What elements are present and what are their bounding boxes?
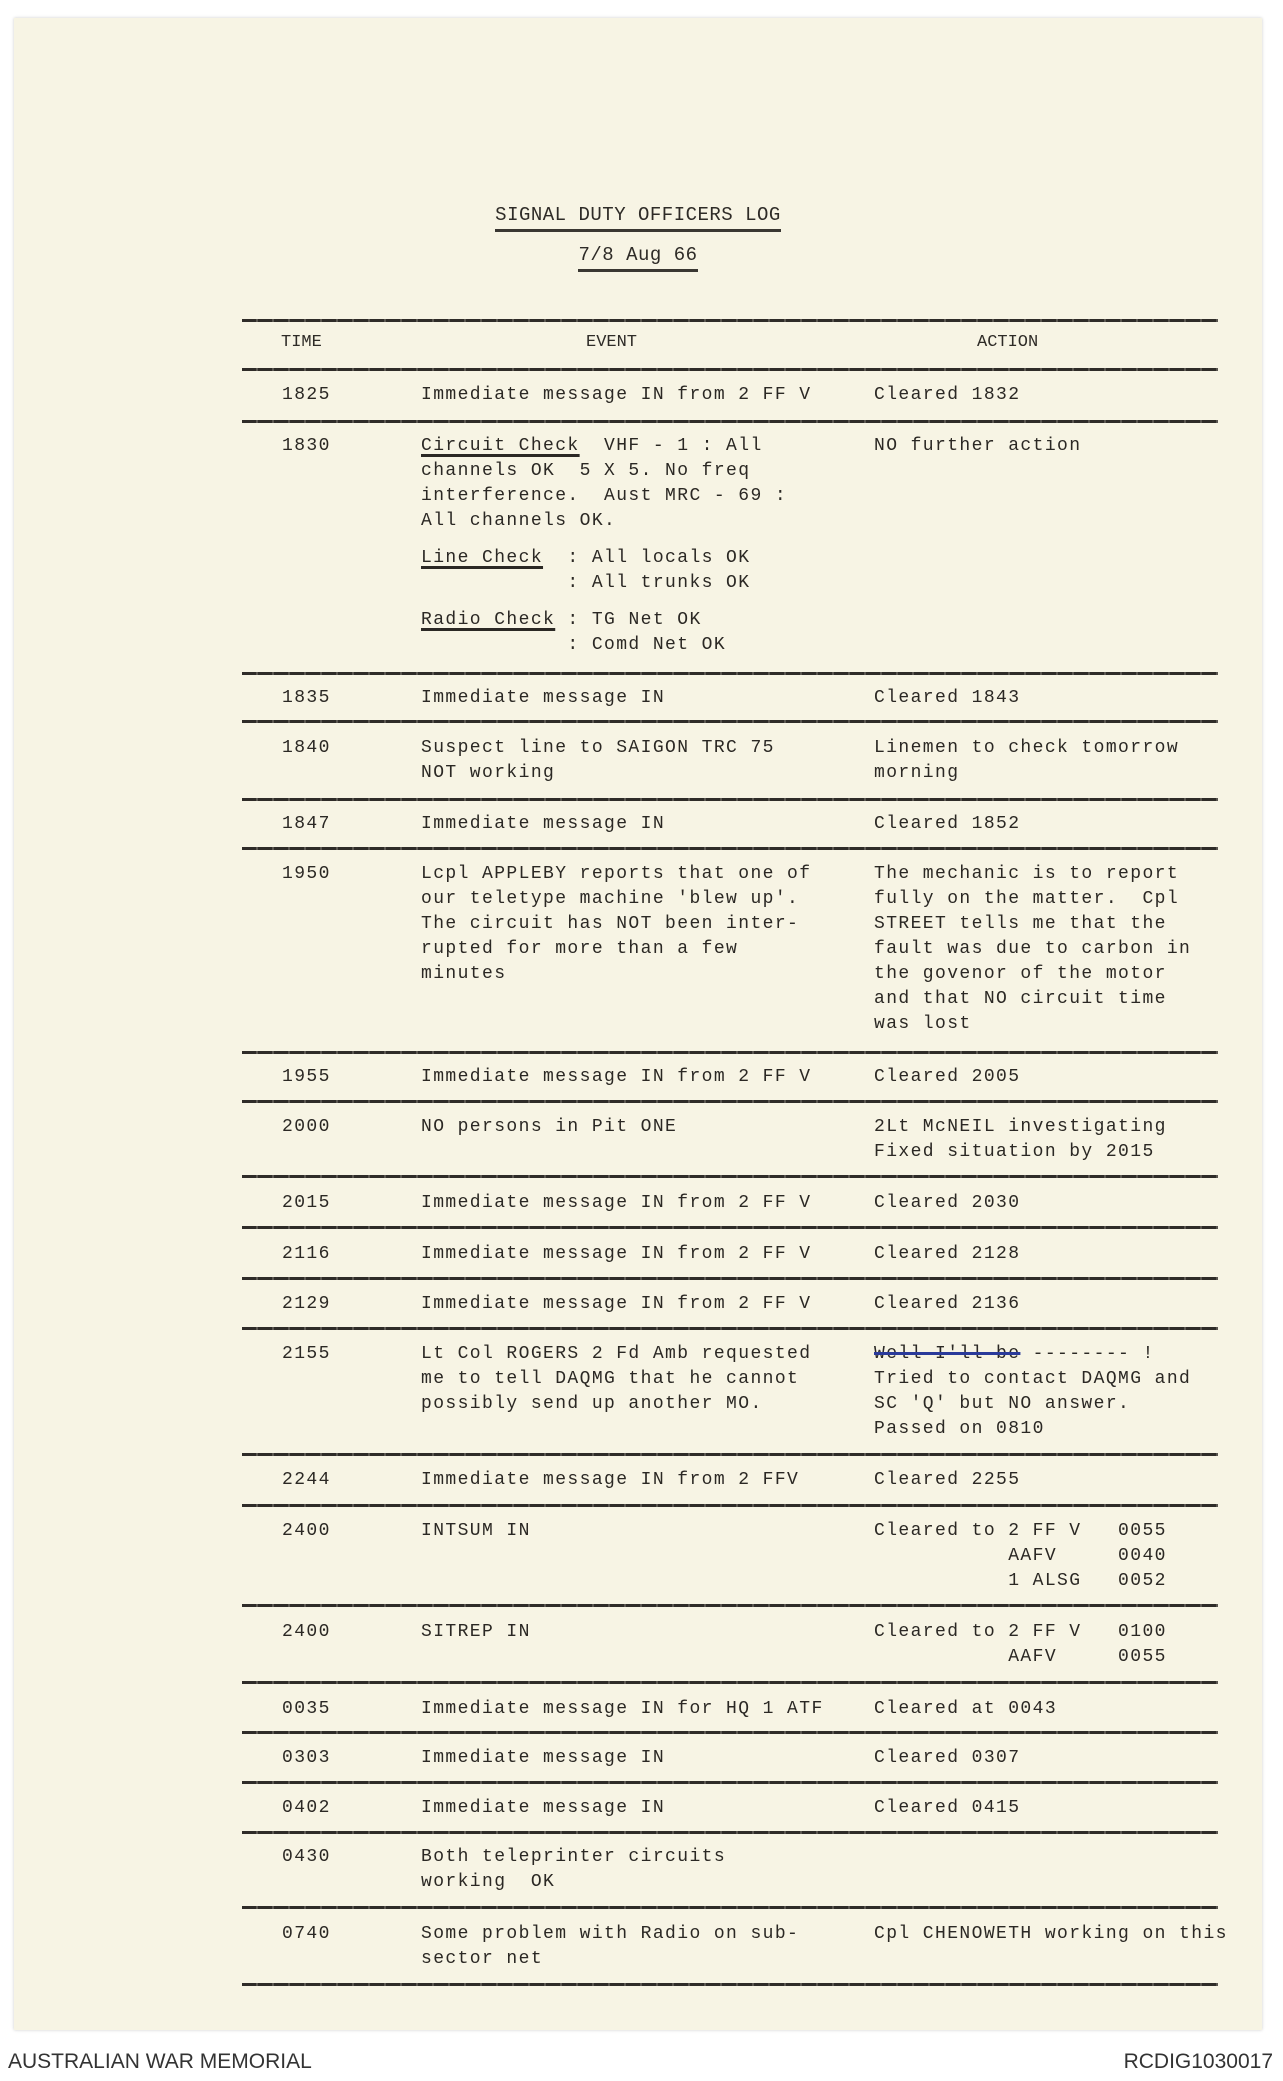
log-action xyxy=(874,862,1191,1037)
text-line xyxy=(421,434,787,459)
text-line: The circuit has NOT been inter- xyxy=(421,914,800,934)
rule xyxy=(242,1453,1218,1456)
text-line: Lt Col ROGERS 2 Fd Amb requested xyxy=(421,1344,812,1364)
text-line xyxy=(421,546,787,571)
struck-text: Well I'll be xyxy=(874,1344,1021,1364)
text-line: Immediate message IN from 2 FF V xyxy=(421,385,812,405)
text-line: Cleared 1852 xyxy=(874,814,1021,834)
footer-id: RCDIG1030017 xyxy=(1123,2050,1273,2073)
title-text: SIGNAL DUTY OFFICERS LOG xyxy=(495,204,781,232)
text-line: Cleared to 2 FF V 0100 xyxy=(874,1622,1167,1642)
log-action xyxy=(874,1796,1020,1821)
log-time: 0303 xyxy=(282,1748,331,1768)
text-line: and that NO circuit time xyxy=(874,989,1167,1009)
text-line: 2Lt McNEIL investigating xyxy=(874,1117,1167,1137)
text-line: Cleared 2128 xyxy=(874,1244,1021,1264)
text-line: working OK xyxy=(421,1872,556,1892)
rule xyxy=(242,1681,1218,1684)
header-action: ACTION xyxy=(977,333,1039,352)
text-line: Immediate message IN from 2 FF V xyxy=(421,1294,812,1314)
text-line: Cleared 0307 xyxy=(874,1748,1021,1768)
log-event xyxy=(421,1242,811,1267)
document-date xyxy=(14,244,1262,266)
rule xyxy=(242,1277,1218,1280)
underlined-label: Radio Check xyxy=(421,610,556,630)
log-event xyxy=(421,686,665,711)
text-line xyxy=(421,608,787,633)
rule xyxy=(242,1504,1218,1507)
log-time: 1835 xyxy=(282,688,331,708)
text-line: : All trunks OK xyxy=(421,573,751,593)
log-time: 2155 xyxy=(282,1344,331,1364)
text-line: NOT working xyxy=(421,763,556,783)
log-action xyxy=(874,1191,1020,1216)
rule xyxy=(242,368,1218,371)
log-time: 1950 xyxy=(282,864,331,884)
text-line: our teletype machine 'blew up'. xyxy=(421,889,800,909)
text-line: Cleared 1832 xyxy=(874,385,1021,405)
log-action xyxy=(874,1242,1020,1267)
text-line: Suspect line to SAIGON TRC 75 xyxy=(421,738,775,758)
text: VHF - 1 : All xyxy=(579,436,763,456)
text-line: possibly send up another MO. xyxy=(421,1394,763,1414)
log-time: 0430 xyxy=(282,1847,331,1867)
log-action xyxy=(874,1697,1057,1722)
rule xyxy=(242,1604,1218,1607)
log-action xyxy=(874,1746,1020,1771)
log-time: 2015 xyxy=(282,1193,331,1213)
text-line: was lost xyxy=(874,1014,972,1034)
rule xyxy=(242,319,1218,322)
text-line: AAFV 0055 xyxy=(874,1647,1167,1667)
text-line: All channels OK. xyxy=(421,511,617,531)
log-action xyxy=(874,812,1020,837)
log-event xyxy=(421,1115,677,1140)
log-time: 1955 xyxy=(282,1067,331,1087)
log-event xyxy=(421,1468,799,1493)
log-event xyxy=(421,1065,811,1090)
text-line: morning xyxy=(874,763,960,783)
text-line: Immediate message IN for HQ 1 ATF xyxy=(421,1699,824,1719)
log-event xyxy=(421,862,811,987)
rule xyxy=(242,847,1218,850)
rule xyxy=(242,798,1218,801)
rule xyxy=(242,720,1218,723)
log-event xyxy=(421,434,787,658)
log-action xyxy=(874,1292,1020,1317)
text-line: Cleared 1843 xyxy=(874,688,1021,708)
log-action xyxy=(874,1065,1020,1090)
text-line: : Comd Net OK xyxy=(421,635,727,655)
text-line: Cleared 2030 xyxy=(874,1193,1021,1213)
log-time: 1847 xyxy=(282,814,331,834)
log-time: 2116 xyxy=(282,1244,331,1264)
log-action xyxy=(874,383,1020,408)
text-line: Passed on 0810 xyxy=(874,1419,1045,1439)
rule xyxy=(242,1983,1218,1986)
log-action xyxy=(874,1922,1228,1947)
log-event xyxy=(421,1796,665,1821)
text-line: INTSUM IN xyxy=(421,1521,531,1541)
log-action xyxy=(874,1620,1167,1670)
text-line: Cleared 0415 xyxy=(874,1798,1021,1818)
text-line: Cpl CHENOWETH working on this xyxy=(874,1924,1228,1944)
text-line: Immediate message IN xyxy=(421,1748,666,1768)
log-time: 1840 xyxy=(282,738,331,758)
text-line: Immediate message IN from 2 FF V xyxy=(421,1244,812,1264)
log-action xyxy=(874,686,1020,711)
text-line: Fixed situation by 2015 xyxy=(874,1142,1155,1162)
text-line: rupted for more than a few xyxy=(421,939,739,959)
log-action xyxy=(874,1115,1167,1165)
text-line: The mechanic is to report xyxy=(874,864,1180,884)
log-time: 2400 xyxy=(282,1521,331,1541)
rule xyxy=(242,1831,1218,1834)
text-line: interference. Aust MRC - 69 : xyxy=(421,486,788,506)
rule xyxy=(242,672,1218,675)
text-line: NO further action xyxy=(874,436,1082,456)
text-line: SITREP IN xyxy=(421,1622,531,1642)
text-line: minutes xyxy=(421,964,507,984)
text-line: fault was due to carbon in xyxy=(874,939,1192,959)
log-event xyxy=(421,812,665,837)
date-text: 7/8 Aug 66 xyxy=(578,244,697,272)
header-event: EVENT xyxy=(586,333,638,352)
text-line: Immediate message IN xyxy=(421,688,666,708)
log-event xyxy=(421,1746,665,1771)
text-line: SC 'Q' but NO answer. xyxy=(874,1394,1131,1414)
text-line: Cleared 2136 xyxy=(874,1294,1021,1314)
log-time: 2244 xyxy=(282,1470,331,1490)
log-event xyxy=(421,383,811,408)
text-line: 1 ALSG 0052 xyxy=(874,1571,1167,1591)
log-action xyxy=(874,736,1179,786)
text-line: Immediate message IN xyxy=(421,814,666,834)
text-line: Both teleprinter circuits xyxy=(421,1847,727,1867)
text-line: Immediate message IN xyxy=(421,1798,666,1818)
log-time: 0035 xyxy=(282,1699,331,1719)
log-event xyxy=(421,1191,811,1216)
log-time: 2000 xyxy=(282,1117,331,1137)
text-line: Linemen to check tomorrow xyxy=(874,738,1180,758)
log-action xyxy=(874,1468,1020,1493)
underlined-label: Line Check xyxy=(421,548,544,568)
text-line: Cleared at 0043 xyxy=(874,1699,1058,1719)
log-event xyxy=(421,1620,531,1645)
spacer xyxy=(421,596,787,608)
text-line: Tried to contact DAQMG and xyxy=(874,1369,1192,1389)
text-line: Immediate message IN from 2 FF V xyxy=(421,1193,812,1213)
text-line: NO persons in Pit ONE xyxy=(421,1117,678,1137)
log-time: 2400 xyxy=(282,1622,331,1642)
rule xyxy=(242,1731,1218,1734)
text: : TG Net OK xyxy=(555,610,702,630)
text-line: fully on the matter. Cpl xyxy=(874,889,1180,909)
rule xyxy=(242,1327,1218,1330)
text: : All locals OK xyxy=(543,548,751,568)
log-time: 0740 xyxy=(282,1924,331,1944)
rule xyxy=(242,420,1218,423)
text-line: Some problem with Radio on sub- xyxy=(421,1924,800,1944)
text-line: Lcpl APPLEBY reports that one of xyxy=(421,864,812,884)
rule xyxy=(242,1226,1218,1229)
text-line: Cleared 2255 xyxy=(874,1470,1021,1490)
rule xyxy=(242,1175,1218,1178)
footer-source: AUSTRALIAN WAR MEMORIAL xyxy=(8,2050,312,2073)
log-event xyxy=(421,1519,531,1544)
log-time: 0402 xyxy=(282,1798,331,1818)
log-event xyxy=(421,736,775,786)
text-line: the govenor of the motor xyxy=(874,964,1167,984)
rule xyxy=(242,1906,1218,1909)
text-line: Cleared 2005 xyxy=(874,1067,1021,1087)
text-line: AAFV 0040 xyxy=(874,1546,1167,1566)
underlined-label: Circuit Check xyxy=(421,436,580,456)
log-time: 1830 xyxy=(282,436,331,456)
spacer xyxy=(421,534,787,546)
text-line: Immediate message IN from 2 FF V xyxy=(421,1067,812,1087)
rule xyxy=(242,1781,1218,1784)
text-line: channels OK 5 X 5. No freq xyxy=(421,461,751,481)
log-time: 2129 xyxy=(282,1294,331,1314)
log-action xyxy=(874,1342,1191,1442)
log-event xyxy=(421,1697,824,1722)
log-time: 1825 xyxy=(282,385,331,405)
text-line xyxy=(874,1342,1191,1367)
text-line: STREET tells me that the xyxy=(874,914,1167,934)
log-event xyxy=(421,1292,811,1317)
log-event xyxy=(421,1845,726,1895)
log-action xyxy=(874,1519,1167,1594)
text-line: Immediate message IN from 2 FFV xyxy=(421,1470,800,1490)
text: -------- ! xyxy=(1020,1344,1155,1364)
text-line: sector net xyxy=(421,1949,544,1969)
log-event xyxy=(421,1922,799,1972)
document-title xyxy=(14,204,1262,226)
log-event xyxy=(421,1342,811,1417)
rule xyxy=(242,1051,1218,1054)
header-time: TIME xyxy=(281,333,322,352)
text-line: me to tell DAQMG that he cannot xyxy=(421,1369,800,1389)
log-action xyxy=(874,434,1081,459)
text-line: Cleared to 2 FF V 0055 xyxy=(874,1521,1167,1541)
rule xyxy=(242,1100,1218,1103)
